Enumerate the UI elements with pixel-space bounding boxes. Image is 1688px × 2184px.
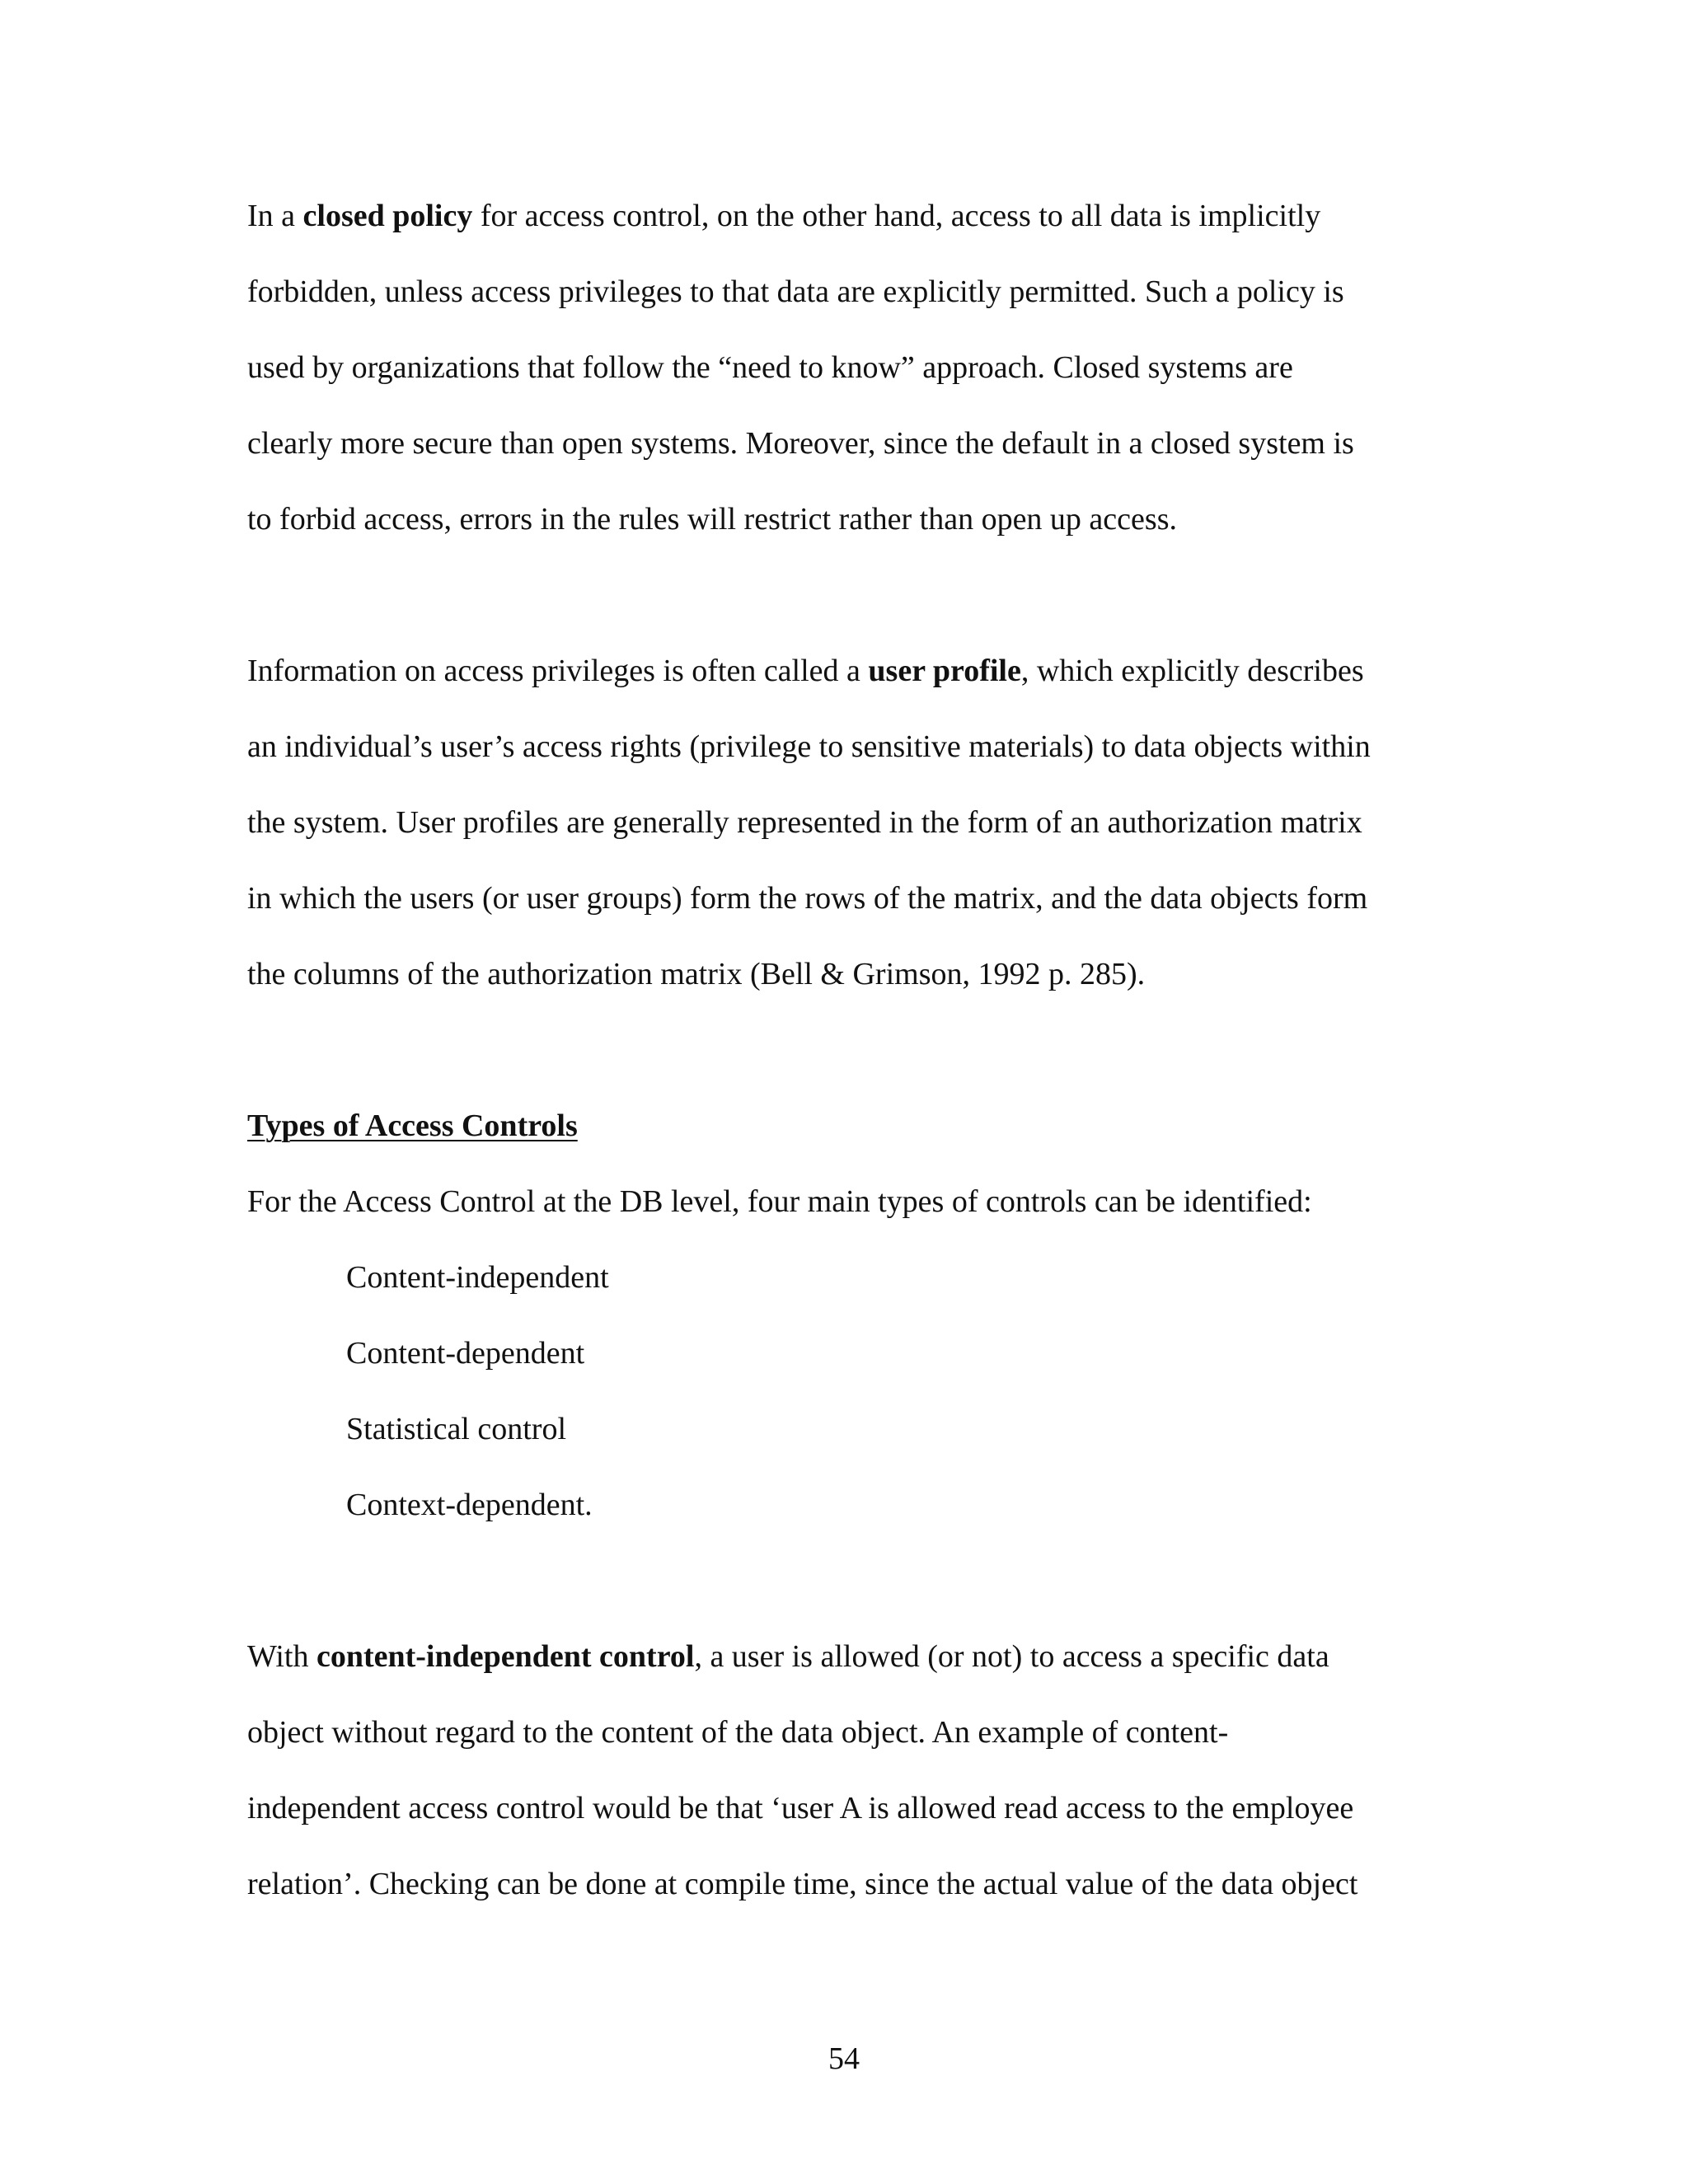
text-line: used by organizations that follow the “need to know” approach. Closed systems are [247, 350, 1293, 385]
text-line: to forbid access, errors in the rules will restrict rather than open up access. [247, 502, 1177, 537]
list-item: Context-dependent. [346, 1488, 593, 1522]
list-item: Content-independent [346, 1260, 609, 1295]
paragraph-content-independent [247, 1619, 1451, 1922]
list-item: Content-dependent [346, 1336, 585, 1371]
text-run: Information on access privileges is often called a [247, 654, 869, 688]
paragraph-closed-policy [247, 178, 1451, 557]
text-run: In a [247, 199, 303, 233]
text-run: , which explicitly describes [1020, 654, 1364, 688]
page-number: 54 [828, 2041, 860, 2076]
text-run: , a user is allowed (or not) to access a specific data [694, 1639, 1329, 1674]
text-line: object without regard to the content of the data object. An example of content- [247, 1715, 1229, 1750]
text-line: relation’. Checking can be done at compile time, since the actual value of the data object [247, 1867, 1358, 1901]
section-intro: For the Access Control at the DB level, four main types of controls can be identified: [247, 1184, 1312, 1219]
bold-term-user-profile: user profile [868, 654, 1021, 688]
text-line: forbidden, unless access privileges to that data are explicitly permitted. Such a policy is [247, 274, 1344, 309]
control-types-list [346, 1240, 609, 1543]
bold-term-closed-policy: closed policy [302, 199, 473, 233]
text-line: independent access control would be that ‘user A is allowed read access to the employee [247, 1791, 1354, 1825]
list-item: Statistical control [346, 1412, 567, 1446]
section-heading: Types of Access Controls [247, 1108, 578, 1143]
text-run: for access control, on the other hand, access to all data is implicitly [472, 199, 1321, 233]
text-line: the system. User profiles are generally represented in the form of an authorization matrix [247, 805, 1362, 840]
text-line: in which the users (or user groups) form the rows of the matrix, and the data objects form [247, 881, 1368, 916]
text-line [247, 1619, 1451, 1694]
bold-term-content-independent-control: content-independent control [316, 1639, 695, 1674]
text-line: the columns of the authorization matrix (Bell & Grimson, 1992 p. 285). [247, 957, 1146, 991]
text-line: an individual’s user’s access rights (privilege to sensitive materials) to data objects within [247, 729, 1371, 764]
text-line [247, 633, 1451, 709]
text-run: With [247, 1639, 316, 1674]
text-line: clearly more secure than open systems. Moreover, since the default in a closed system is [247, 426, 1354, 461]
paragraph-user-profile [247, 633, 1451, 1012]
text-line [247, 178, 1451, 254]
